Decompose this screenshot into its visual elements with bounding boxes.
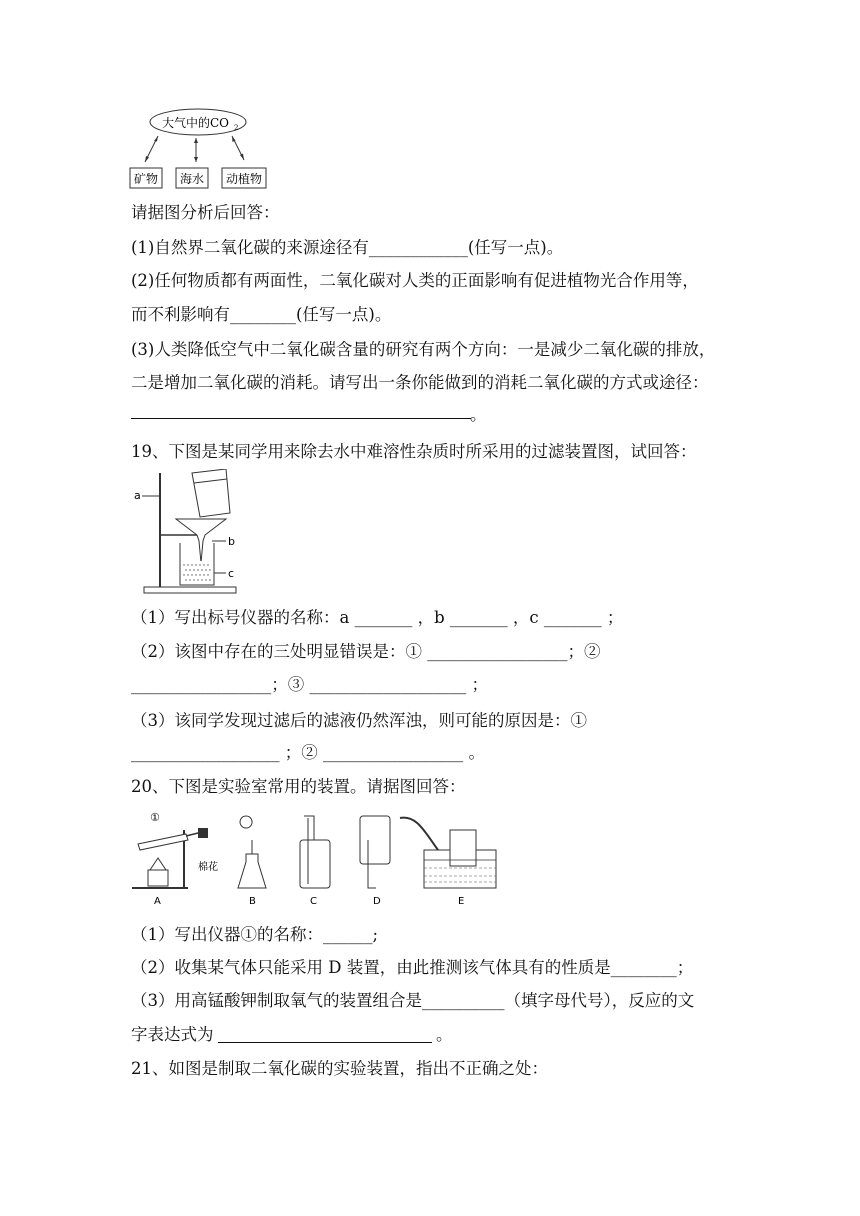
filtration-figure (130, 469, 255, 597)
label-cotton: 棉花 (198, 862, 218, 873)
q18-part2-line1: (2)任何物质都有两面性，二氧化碳对人类的正面影响有促进植物光合作用等， (131, 271, 699, 290)
q18-answer-line (131, 404, 471, 419)
q20-part2: （2）收集某气体只能采用 D 装置，由此推测该气体具有的性质是________； (131, 958, 694, 977)
q18-part3-line1: (3)人类降低空气中二氧化碳含量的研究有两个方向：一是减少二氧化碳的排放， (131, 340, 716, 359)
box-mineral: 矿物 (134, 172, 159, 186)
label-circle-1: ① (150, 811, 160, 824)
q20-part3-line1: （3）用高锰酸钾制取氧气的装置组合是__________（填字母代号），反应的文 (131, 991, 695, 1010)
q19-part3-line2: __________________ ；② _________________ 。 (131, 743, 485, 762)
label-c: c (228, 567, 235, 580)
q19-part3-line1: （3）该同学发现过滤后的滤液仍然浑浊，则可能的原因是：① (131, 711, 587, 730)
q19-title: 19、下图是某同学用来除去水中难溶性杂质时所采用的过滤装置图，试回答： (131, 442, 697, 461)
q20-part1: （1）写出仪器①的名称：______; (131, 925, 379, 944)
label-E: E (458, 896, 465, 906)
q21-title: 21、如图是制取二氧化碳的实验装置，指出不正确之处： (131, 1059, 548, 1078)
lab-apparatus-figure (128, 810, 500, 906)
q20-part3-line2-prefix: 字表达式为 (131, 1025, 214, 1044)
q19-part2-line2: _________________；③ ___________________ ； (131, 675, 488, 694)
label-a: a (134, 489, 141, 502)
q18-intro: 请据图分析后回答： (131, 203, 280, 222)
label-A: A (154, 896, 161, 906)
box-organisms: 动植物 (226, 172, 263, 186)
q20-title: 20、下图是实验室常用的装置。请据图回答： (131, 777, 466, 796)
label-B: B (249, 896, 256, 906)
label-D: D (373, 896, 381, 906)
q18-part2-line2: 而不利影响有________(任写一点)。 (131, 305, 392, 324)
q19-part1: （1）写出标号仪器的名称：a _______ ，b _______ ，c _______ ； (131, 608, 624, 627)
box-seawater: 海水 (180, 172, 205, 186)
q18-end-mark: 。 (470, 405, 487, 424)
label-b: b (228, 535, 235, 548)
carbon-cycle-figure (128, 104, 278, 192)
q19-part2-line1: （2）该图中存在的三处明显错误是：① _________________；② (131, 642, 601, 661)
cloud-label: 大气中的CO (162, 116, 230, 130)
q20-end-mark: 。 (436, 1025, 453, 1044)
cloud-label-subscript: 2 (234, 124, 239, 132)
q18-part3-line2: 二是增加二氧化碳的消耗。请写出一条你能做到的消耗二氧化碳的方式或途径： (131, 373, 709, 392)
q20-answer-line (218, 1024, 432, 1043)
label-C: C (310, 896, 317, 906)
q18-part1: (1)自然界二氧化碳的来源途径有____________(任写一点)。 (131, 238, 564, 257)
